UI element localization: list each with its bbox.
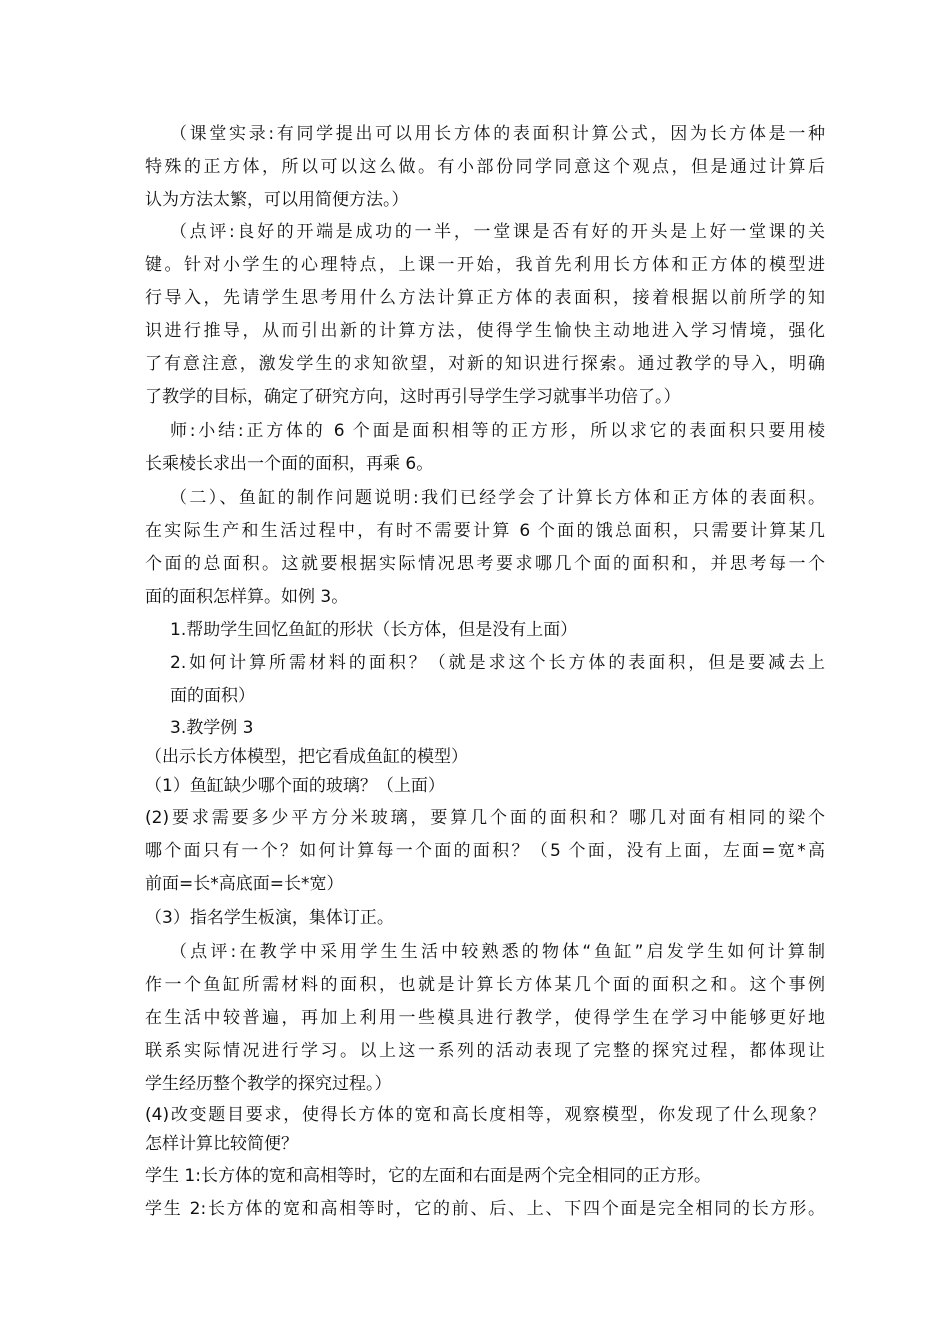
text-line: 在生活中较普遍，再加上利用一些模具进行教学，使得学生在学习中能够更好地 xyxy=(145,1008,825,1028)
text-line: 怎样计算比较简便？ xyxy=(145,1134,298,1154)
text-line: （点评:在教学中采用学生生活中较熟悉的物体“鱼缸”启发学生如何计算制 xyxy=(170,942,825,962)
text-line: 键。针对小学生的心理特点，上课一开始，我首先利用长方体和正方体的模型进 xyxy=(145,255,825,275)
text-line: （点评:良好的开端是成功的一半，一堂课是否有好的开头是上好一堂课的关 xyxy=(170,222,825,242)
text-line: 面的面积怎样算。如例 3。 xyxy=(145,587,349,607)
text-line: 学生 1:长方体的宽和高相等时，它的左面和右面是两个完全相同的正方形。 xyxy=(145,1166,711,1186)
text-line: 哪个面只有一个？如何计算每一个面的面积？（5 个面，没有上面，左面=宽*高 xyxy=(145,841,825,861)
text-line: 特殊的正方体，所以可以这么做。有小部份同学同意这个观点，但是通过计算后 xyxy=(145,157,825,177)
text-line: (2)要求需要多少平方分米玻璃，要算几个面的面积和？哪几对面有相同的梁个 xyxy=(145,808,825,828)
text-line: 2.如何计算所需材料的面积？（就是求这个长方体的表面积，但是要减去上 xyxy=(170,653,825,673)
text-line: 作一个鱼缸所需材料的面积，也就是计算长方体某几个面的面积之和。这个事例 xyxy=(145,975,825,995)
text-line: （出示长方体模型，把它看成鱼缸的模型） xyxy=(145,747,468,767)
text-line: 联系实际情况进行学习。以上这一系列的活动表现了完整的探究过程，都体现让 xyxy=(145,1041,825,1061)
text-line: 了有意注意，激发学生的求知欲望，对新的知识进行探索。通过教学的导入，明确 xyxy=(145,354,825,374)
text-line: 认为方法太繁，可以用简便方法。） xyxy=(145,190,409,210)
text-line: 面的面积） xyxy=(170,686,255,706)
text-line: （二）、鱼缸的制作问题说明:我们已经学会了计算长方体和正方体的表面积。 xyxy=(170,488,825,508)
text-line: 识进行推导，从而引出新的计算方法，使得学生愉快主动地进入学习情境，强化 xyxy=(145,321,825,341)
text-line: (4)改变题目要求，使得长方体的宽和高长度相等，观察模型，你发现了什么现象？ xyxy=(145,1105,825,1125)
text-line: 学生 2:长方体的宽和高相等时，它的前、后、上、下四个面是完全相同的长方形。 xyxy=(145,1199,825,1219)
text-line: 了教学的目标，确定了研究方向，这时再引导学生学习就事半功倍了。） xyxy=(145,387,681,407)
text-line: （3）指名学生板演，集体订正。 xyxy=(145,908,394,928)
text-line: 师:小结:正方体的 6 个面是面积相等的正方形，所以求它的表面积只要用棱 xyxy=(170,421,825,441)
text-line: 前面=长*高底面=长*宽） xyxy=(145,874,344,894)
text-line: 长乘棱长求出一个面的面积，再乘 6。 xyxy=(145,454,434,474)
text-line: （课堂实录:有同学提出可以用长方体的表面积计算公式，因为长方体是一种 xyxy=(170,124,825,144)
text-line: 学生经历整个教学的探究过程。） xyxy=(145,1074,392,1094)
text-line: 行导入，先请学生思考用什么方法计算正方体的表面积，接着根据以前所学的知 xyxy=(145,288,825,308)
text-line: 1.帮助学生回忆鱼缸的形状（长方体，但是没有上面） xyxy=(170,620,578,640)
text-line: 3.教学例 3 xyxy=(170,718,254,738)
text-line: （1）鱼缸缺少哪个面的玻璃？（上面） xyxy=(145,776,445,796)
text-line: 在实际生产和生活过程中，有时不需要计算 6 个面的饿总面积，只需要计算某几 xyxy=(145,521,825,541)
text-line: 个面的总面积。这就要根据实际情况思考要求哪几个面的面积和，并思考每一个 xyxy=(145,554,825,574)
